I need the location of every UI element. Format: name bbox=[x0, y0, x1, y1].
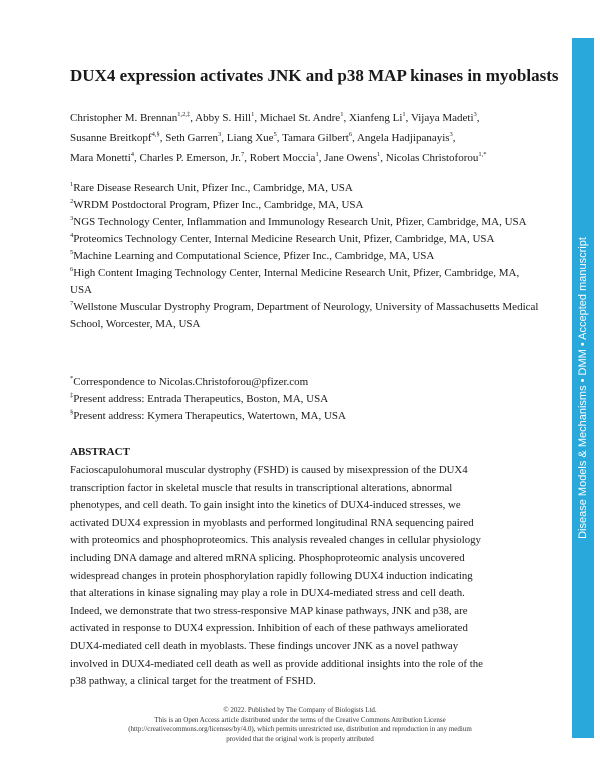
present-address-note: ‡Present address: Entrada Therapeutics, Boston, MA, USA bbox=[70, 392, 329, 405]
author-line: Christopher M. Brennan$^{1,2,\ddagger}$, Abby S. Hill$^1$, Michael St. Andre$^1$, Xianfeng Li$^1$, Vijaya Madeti$^3$, bbox=[70, 111, 480, 124]
abstract-heading: ABSTRACT bbox=[70, 446, 130, 458]
abstract-line: phenotypes, and cell death. To gain insight into the kinetics of DUX4-induced stresses, we bbox=[70, 499, 461, 512]
author-affiliation-mark: 1 bbox=[251, 111, 255, 118]
author-name: Susanne Breitkopf bbox=[70, 132, 152, 144]
author-affiliation-mark: 1,2,‡ bbox=[177, 111, 191, 118]
author-affiliation-mark: 6 bbox=[348, 131, 353, 138]
author-name: Robert Moccia bbox=[249, 152, 316, 164]
affiliation-item: $^4$Proteomics Technology Center, Internal Medicine Research Unit, Pfizer, Cambridge, MA, USA bbox=[70, 232, 495, 245]
abstract-line: activated in response to DUX4 expression. Inhibition of each of these pathways ameliorated bbox=[70, 622, 468, 635]
abstract-line: including DNA damage and altered mRNA splicing. Phosphoproteomic analysis uncovered bbox=[70, 551, 465, 564]
author-name: Nicolas Christoforou bbox=[385, 152, 479, 164]
author-affiliation-mark: 3 bbox=[449, 131, 453, 138]
author-affiliation-mark: 4 bbox=[130, 151, 135, 158]
author-name: Charles P. Emerson, Jr. bbox=[139, 152, 241, 164]
author-name: Seth Garren bbox=[165, 132, 219, 144]
author-name: Liang Xue bbox=[226, 132, 274, 144]
author-affiliation-mark: 3 bbox=[473, 111, 477, 118]
author-line: Mara Monetti$^4$, Charles P. Emerson, Jr.$^7$, Robert Moccia$^1$, Jane Owens$^1$, Nicolas Christoforou$^{1,*}$ bbox=[70, 151, 487, 164]
author-affiliation-mark: 1 bbox=[315, 151, 319, 158]
author-affiliation-mark: 1 bbox=[402, 111, 406, 118]
abstract-line: widespread changes in protein phosphorylation rapidly following DUX4 induction indicating bbox=[70, 569, 473, 582]
author-name: Xianfeng Li bbox=[348, 112, 403, 124]
abstract-line: that alterations in kinase signaling may play a role in DUX4-mediated stress and cell death. bbox=[70, 587, 465, 600]
affiliation-list bbox=[70, 180, 540, 333]
copyright-line: © 2022. Published by The Company of Biologists Ltd. bbox=[223, 706, 377, 714]
author-name: Jane Owens bbox=[324, 152, 378, 164]
author-affiliation-mark: 1,* bbox=[478, 151, 487, 158]
affiliation-item: $^5$Machine Learning and Computational Science, Pfizer Inc., Cambridge, MA, USA bbox=[70, 249, 435, 262]
affiliation-item: $^7$Wellstone Muscular Dystrophy Program, Department of Neurology, University of Massachusetts Medical School, Worcester, MA, USA bbox=[70, 300, 539, 330]
author-name: Mara Monetti bbox=[70, 152, 131, 164]
author-name: Christopher M. Brennan bbox=[70, 112, 178, 124]
abstract-line: involved in DUX4-mediated cell death as well as provide additional insights into the role of the bbox=[70, 657, 483, 670]
correspondence-note: *Correspondence to Nicolas.Christoforou@pfizer.com bbox=[70, 375, 309, 388]
author-affiliation-mark: 4,§ bbox=[151, 131, 160, 138]
author-name: Abby S. Hill bbox=[195, 112, 252, 124]
affiliation-item: $^1$Rare Disease Research Unit, Pfizer Inc., Cambridge, MA, USA bbox=[70, 181, 353, 194]
license-url-line: (http://creativecommons.org/licenses/by/4.0), which permits unrestricted use, distribution and reproduction in any medium bbox=[128, 725, 472, 733]
paper-title: DUX4 expression activates JNK and p38 MAP kinases in myoblasts bbox=[70, 66, 559, 85]
license-footer bbox=[70, 706, 530, 744]
author-affiliation-mark: 7 bbox=[241, 151, 245, 158]
abstract-line: Indeed, we demonstrate that two stress-responsive MAP kinase pathways, JNK and p38, are bbox=[70, 604, 468, 617]
author-affiliation-mark: 3 bbox=[218, 131, 222, 138]
author-line: Susanne Breitkopf$^{4,\S}$, Seth Garren$^3$, Liang Xue$^5$, Tamara Gilbert$^6$, Angela Hadjipanayis$^3$, bbox=[70, 131, 456, 144]
author-list bbox=[70, 108, 540, 168]
abstract-line: activated DUX4 expression in myoblasts and performed longitudinal RNA sequencing paired bbox=[70, 516, 474, 529]
abstract-body bbox=[70, 462, 546, 691]
present-address-note: §Present address: Kymera Therapeutics, Watertown, MA, USA bbox=[70, 409, 346, 422]
correspondence-notes bbox=[70, 374, 540, 425]
author-affiliation-mark: 1 bbox=[340, 111, 344, 118]
license-line: provided that the original work is properly attributed bbox=[226, 734, 374, 743]
author-name: Vijaya Madeti bbox=[410, 112, 474, 124]
author-affiliation-mark: 1 bbox=[377, 151, 381, 158]
abstract-line: p38 pathway, a clinical target for the treatment of FSHD. bbox=[70, 675, 316, 688]
journal-side-banner-text: Disease Models & Mechanisms • DMM • Accepted manuscript bbox=[577, 237, 589, 539]
abstract-line: Facioscapulohumoral muscular dystrophy (FSHD) is caused by misexpression of the DUX4 bbox=[70, 464, 468, 476]
affiliation-item: $^6$High Content Imaging Technology Center, Internal Medicine Research Unit, Pfizer, Cambridge, MA, USA bbox=[70, 266, 520, 296]
author-name: Angela Hadjipanayis bbox=[356, 132, 450, 144]
abstract-line: transcription factor in skeletal muscle that results in transcriptional alterations, abnormal bbox=[70, 481, 453, 494]
affiliation-item: $^2$WRDM Postdoctoral Program, Pfizer Inc., Cambridge, MA, USA bbox=[70, 198, 364, 211]
affiliation-item: $^3$NGS Technology Center, Inflammation and Immunology Research Unit, Pfizer, Cambridge, MA, USA bbox=[70, 215, 527, 228]
author-name: Michael St. Andre bbox=[259, 112, 341, 124]
license-line: This is an Open Access article distributed under the terms of the Creative Commons Attribution License bbox=[154, 715, 446, 724]
author-name: Tamara Gilbert bbox=[282, 132, 349, 144]
abstract-line: with proteomics and phosphoproteomics. This analysis revealed changes in cellular physiology bbox=[70, 534, 481, 547]
author-affiliation-mark: 5 bbox=[273, 131, 277, 138]
abstract-line: DUX4-mediated cell death in myoblasts. These findings uncover JNK as a novel pathway bbox=[70, 639, 459, 652]
